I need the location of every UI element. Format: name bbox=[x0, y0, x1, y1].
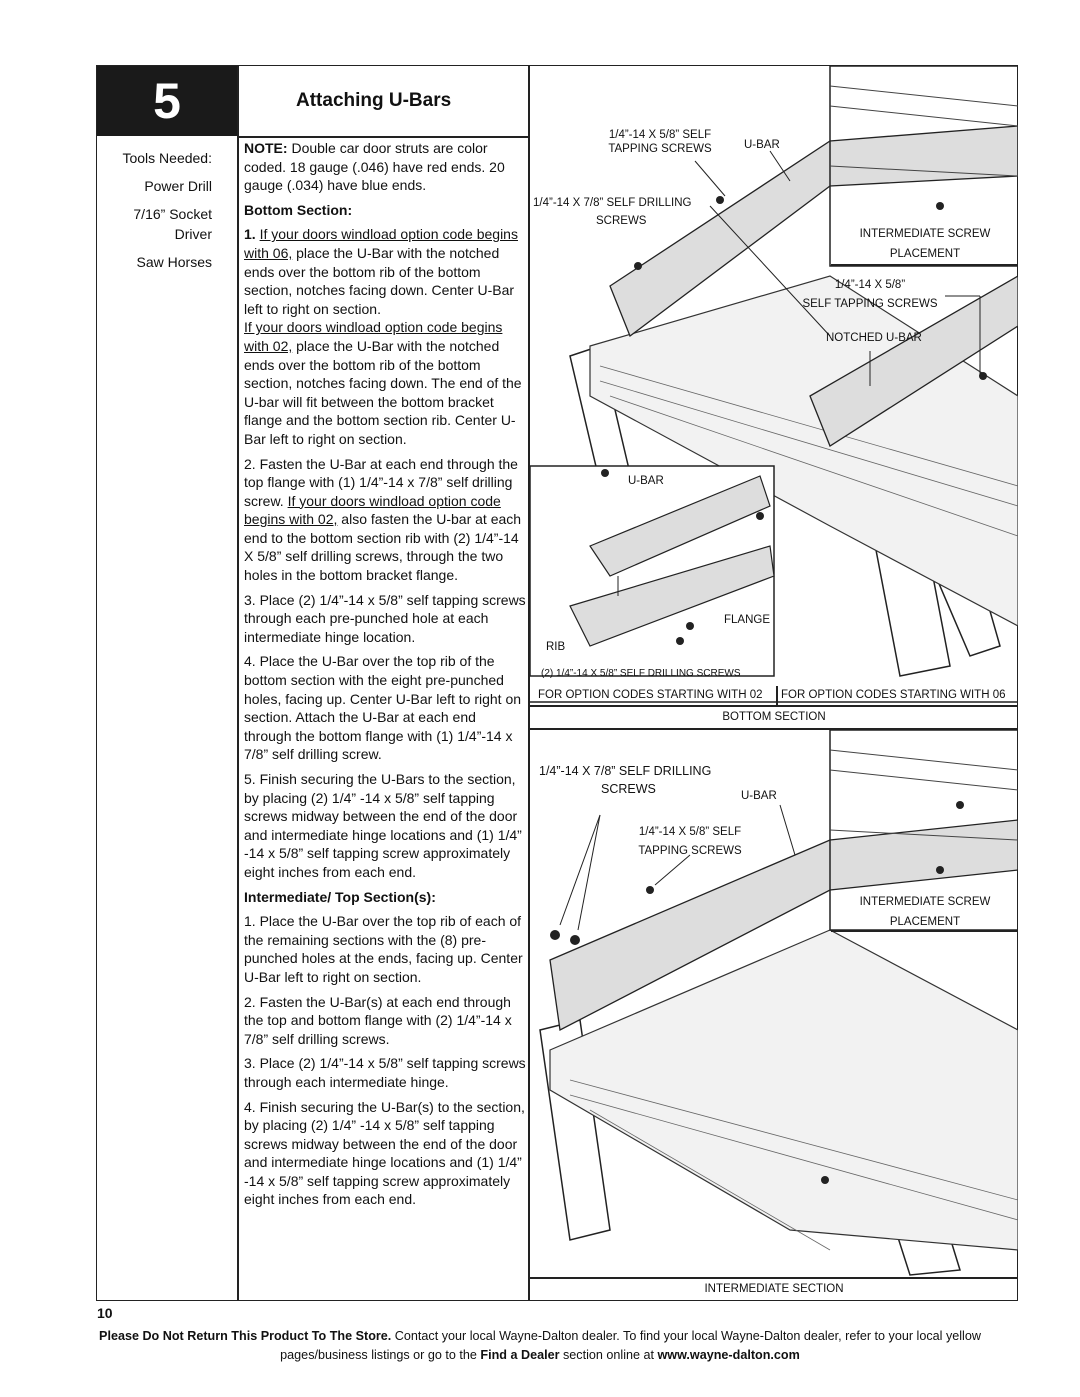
tool-item: 7/16” Socket Driver bbox=[133, 206, 212, 242]
intermediate-step-4: 4. Finish securing the U-Bar(s) to the section, by placing (2) 1/4” -14 x 5/8” self tapping screws midway between the end of the door and intermediate hinge locations and (1) 1/4” -14 x 5/8” self tapping screw approximately eight inches from each end. bbox=[244, 1098, 525, 1208]
section-rule-1 bbox=[530, 705, 1018, 707]
step-text: 2. Fasten the U-Bar at each end through the top flange with (1) 1/4”-14 x 7/8” self drilling screw. bbox=[244, 455, 518, 509]
footer-bold: Find a Dealer bbox=[480, 1348, 560, 1362]
step-text: place the U-Bar with the notched ends over the bottom rib of the bottom section, notches facing down. Center U-Bar left to right on section. bbox=[244, 244, 515, 317]
label-top-ubar: U-BAR bbox=[744, 139, 780, 151]
label-option-02: FOR OPTION CODES STARTING WITH 02 bbox=[538, 689, 763, 701]
section-rule-3 bbox=[530, 1277, 1018, 1279]
note-text: Double car door struts are color coded. 18 gauge (.046) have red ends. 20 gauge (.034) have blue ends. bbox=[244, 140, 505, 194]
tool-item: Power Drill bbox=[144, 178, 212, 194]
footer-text: Contact your local Wayne-Dalton dealer. To find your local Wayne-Dalton dealer, refer to your local yellow pages/business listings or go to the bbox=[280, 1329, 981, 1362]
label-inset-flange: FLANGE bbox=[724, 614, 771, 626]
label-mid-tapping bbox=[620, 823, 760, 861]
label-top-drilling bbox=[533, 196, 692, 228]
label-line: 1/4”-14 X 5/8” SELF bbox=[638, 826, 742, 838]
intermediate-box-rule bbox=[831, 264, 1018, 266]
footer-text: section online at bbox=[559, 1348, 658, 1362]
label-line: 1/4”-14 X 5/8” bbox=[834, 279, 906, 291]
label-line: SCREWS bbox=[601, 782, 656, 796]
step-title: Attaching U-Bars bbox=[296, 90, 452, 111]
step-text: place the U-Bar with the notched ends over the bottom rib of the bottom section, notches facing down. The end of the U-bar will fit between the bottom bracket flange and the bottom section rib. Center U-Bar left to right on section. bbox=[244, 337, 522, 447]
label-line: SELF TAPPING SCREWS bbox=[802, 298, 938, 310]
label-intermediate-section: INTERMEDIATE SECTION bbox=[704, 1283, 844, 1295]
bottom-section-heading: Bottom Section: bbox=[244, 201, 353, 218]
intermediate-step-3: 3. Place (2) 1/4”-14 x 5/8” self tapping screws through each intermediate hinge. bbox=[244, 1055, 526, 1090]
footer bbox=[60, 1327, 1020, 1365]
page-number: 10 bbox=[97, 1305, 113, 1321]
label-line: 1/4”-14 X 5/8” SELF bbox=[608, 129, 712, 141]
step-text: also fasten the U-bar at each end to the bottom section rib with (2) 1/4”-14 X 5/8” self drilling screws, through the two holes in the bottom bracket flange. bbox=[244, 511, 522, 584]
label-top-tapping bbox=[590, 128, 730, 156]
label-mid-drilling bbox=[539, 764, 711, 796]
intermediate-section-illustration bbox=[530, 730, 1018, 1280]
intermediate-step-2: 2. Fasten the U-Bar(s) at each end through the top and bottom flange with (2) 1/4”-14 x 7/8” self drilling screws. bbox=[244, 993, 512, 1047]
label-option-06: FOR OPTION CODES STARTING WITH 06 bbox=[781, 689, 1006, 701]
label-line: PLACEMENT bbox=[889, 916, 961, 928]
label-line: INTERMEDIATE SCREW bbox=[859, 896, 991, 908]
label-line: TAPPING SCREWS bbox=[638, 845, 742, 857]
underlined-text: If your doors windload option code begins with 02, bbox=[244, 492, 501, 528]
label-line: PLACEMENT bbox=[889, 248, 961, 260]
tools-rule bbox=[237, 65, 239, 1301]
label-inset-drilling: (2) 1/4”-14 X 5/8” SELF DRILLING SCREWS bbox=[541, 668, 741, 679]
note-label: NOTE: bbox=[244, 140, 288, 156]
label-bottom-section: BOTTOM SECTION bbox=[722, 711, 826, 723]
label-line: INTERMEDIATE SCREW bbox=[859, 228, 991, 240]
underlined-text: If your doors windload option code begins with 02, bbox=[244, 319, 503, 354]
label-top-selftap bbox=[790, 276, 950, 314]
bottom-step-2 bbox=[244, 455, 526, 585]
label-line: 1/4”-14 X 7/8” SELF DRILLING bbox=[539, 764, 712, 778]
label-mid-ubar: U-BAR bbox=[741, 790, 777, 802]
label-inset-rib: RIB bbox=[546, 641, 566, 653]
label-inset-ubar: U-BAR bbox=[628, 475, 664, 487]
footer-bold: Please Do Not Return This Product To The Store. bbox=[99, 1329, 392, 1343]
instructions bbox=[244, 139, 526, 1215]
label-line: 1/4”-14 X 7/8” SELF DRILLING bbox=[533, 197, 692, 209]
tool-item: Saw Horses bbox=[136, 254, 212, 270]
label-line: TAPPING SCREWS bbox=[608, 143, 712, 155]
bottom-step-1 bbox=[244, 225, 526, 448]
label-line: SCREWS bbox=[596, 215, 647, 227]
intermediate-step-1: 1. Place the U-Bar over the top rib of each of the remaining sections with the (8) pre-punched holes at the ends, facing up. Center U-Bar left to right on section. bbox=[244, 913, 523, 985]
footer-link: www.wayne-dalton.com bbox=[657, 1348, 800, 1362]
diagram-divider-06 bbox=[776, 686, 778, 706]
step-number: 5 bbox=[97, 66, 237, 136]
label-mid-intermediate bbox=[850, 892, 1000, 932]
bottom-step-5: 5. Finish securing the U-Bars to the section, by placing (2) 1/4” -14 x 5/8” self tapping screws midway between the end of the door and intermediate hinge locations and (1) 1/4” -14 x 5/8” self tapping screw approximately eight inches from each end. bbox=[244, 771, 522, 880]
step-num: 1. bbox=[244, 226, 260, 243]
bottom-section-illustration bbox=[530, 66, 1018, 706]
note bbox=[244, 139, 526, 195]
title-rule bbox=[237, 136, 528, 138]
label-top-intermediate bbox=[850, 224, 1000, 264]
tools-heading: Tools Needed: bbox=[122, 150, 212, 166]
bottom-step-3: 3. Place (2) 1/4”-14 x 5/8” self tapping screws through each pre-punched hole at each intermediate hinge location. bbox=[244, 591, 526, 645]
intermediate-heading: Intermediate/ Top Section(s): bbox=[244, 888, 436, 905]
bottom-step-4: 4. Place the U-Bar over the top rib of the bottom section with the eight pre-punched holes, facing up. Center U-Bar left to right on section. Attach the U-Bar at each end through the bottom flange with (1) 1/4”-14 x 7/8” self drilling screw. bbox=[244, 653, 522, 763]
tools-needed bbox=[97, 148, 212, 280]
underlined-text: If your doors windload option code begins with 06, bbox=[244, 226, 518, 261]
label-notched: NOTCHED U-BAR bbox=[826, 332, 922, 344]
